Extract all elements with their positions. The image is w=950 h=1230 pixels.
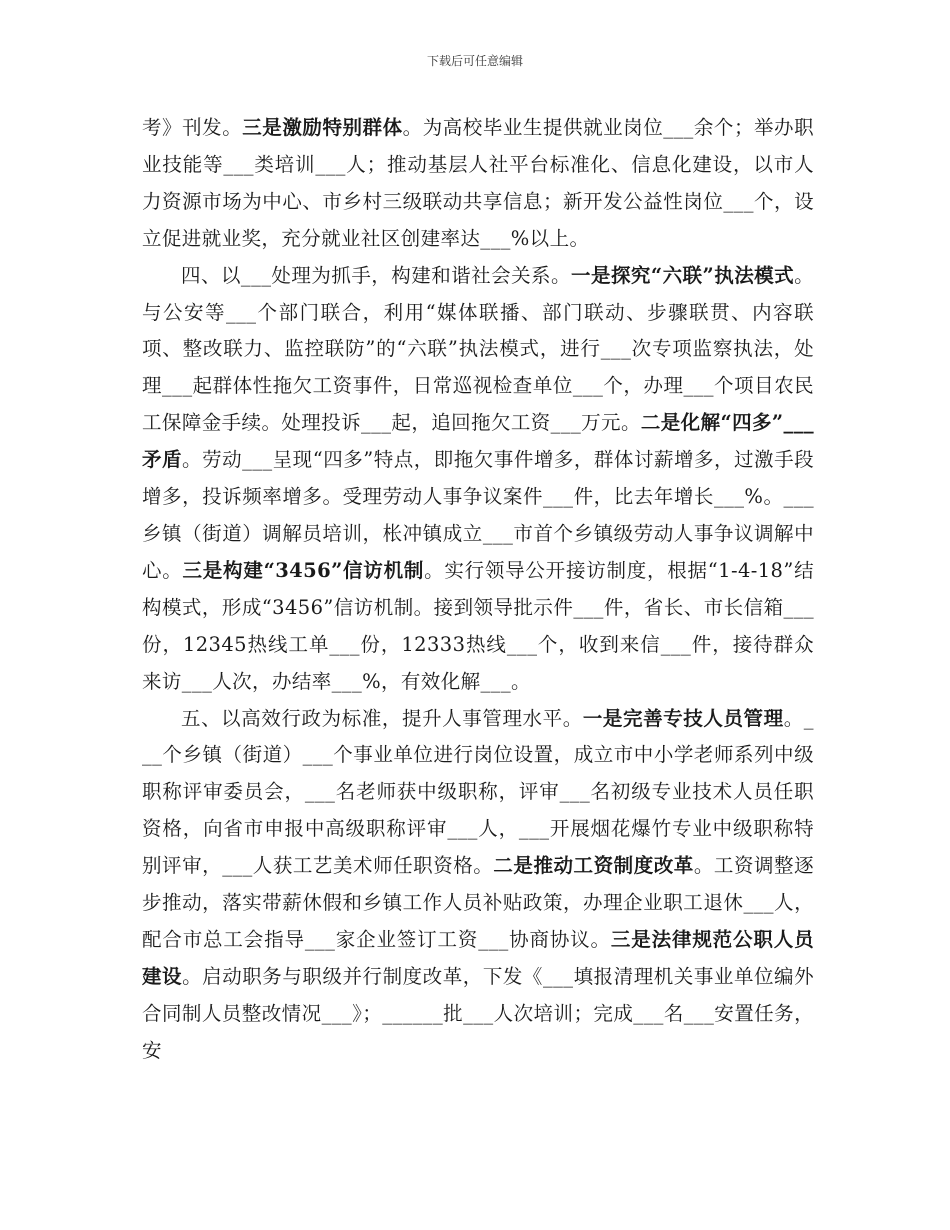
paragraph-2: [142, 258, 814, 701]
bold-heading-run: 三是构建“3456”信访机制: [182, 558, 425, 582]
bold-heading-run: 二是化解“四多”___矛盾: [142, 411, 814, 472]
text-run: 。劳动___呈现“四多”特点，即拖欠事件增多，群体讨薪增多，过激手段增多，投诉频率增多。受理劳动人事争议案件___件，比去年增长___%。___乡镇（街道）调解员培训，枨冲镇成立___市首个乡镇级劳动人事争议调解中心。: [142, 448, 814, 582]
page-header: 下载后可任意编辑: [426, 54, 523, 68]
text-run: 。启动职务与职级并行制度改革，下发《___填报清理机关事业单位编外合同制人员整改情况___》；______批___人次培训；完成___名___安置任务，安: [142, 964, 814, 1062]
text-run: 考》刊发。: [142, 116, 243, 139]
bold-heading-run: 一是完善专技人员管理: [582, 706, 784, 730]
text-run: 四、以___处理为抓手，构建和谐社会关系。: [181, 263, 572, 287]
bold-heading-run: 一是探究“六联”执法模式: [571, 263, 795, 287]
text-run: 五、以高效行政为标准，提升人事管理水平。: [181, 706, 583, 730]
text-run: 。与公安等___个部门联合，利用“媒体联播、部门联动、步骤联贯、内容联项、整改联力、监控联防”的“六联”执法模式，进行___次专项监察执法，处理___起群体性拖欠工资事件，日常巡视检查单位___个，办理___个项目农民工保障金手续。处理投诉___起，追回拖欠工资___万元。: [142, 263, 815, 435]
text-run: 。工资调整逐步推动，落实带薪休假和乡镇工作人员补贴政策，办理企业职工退休___人，配合市总工会指导___家企业签订工资___协商协议。: [142, 854, 814, 951]
bold-heading-run: 三是激励特别群体: [242, 116, 403, 139]
document-body: [142, 110, 814, 1070]
bold-heading-run: 三是法律规范公职人员建设: [142, 927, 814, 988]
paragraph-3: [142, 701, 814, 1070]
text-run: 。为高校毕业生提供就业岗位___余个；举办职业技能等___类培训___人；推动基层人社平台标准化、信息化建设，以市人力资源市场为中心、市乡村三级联动共享信息；新开发公益性岗位___个，设立促进就业奖，充分就业社区创建率达___%以上。: [142, 116, 814, 250]
text-run: 。实行领导公开接访制度，根据“1-4-18”结构模式，形成“3456”信访机制。接到领导批示件___件，省长、市长信箱___份，12345热线工单___份，12333热线___个，收到来信___件，接待群众来访___人次，办结率___%，有效化解___。: [142, 558, 814, 693]
paragraph-1: [142, 110, 814, 258]
text-run: 。___个乡镇（街道）___个事业单位进行岗位设置，成立市中小学老师系列中级职称评审委员会，___名老师获中级职称，评审___名初级专业技术人员任职资格，向省市申报中高级职称评审___人，___开展烟花爆竹专业中级职称特别评审，___人获工艺美术师任职资格。: [142, 706, 814, 878]
bold-heading-run: 二是推动工资制度改革: [493, 854, 694, 878]
